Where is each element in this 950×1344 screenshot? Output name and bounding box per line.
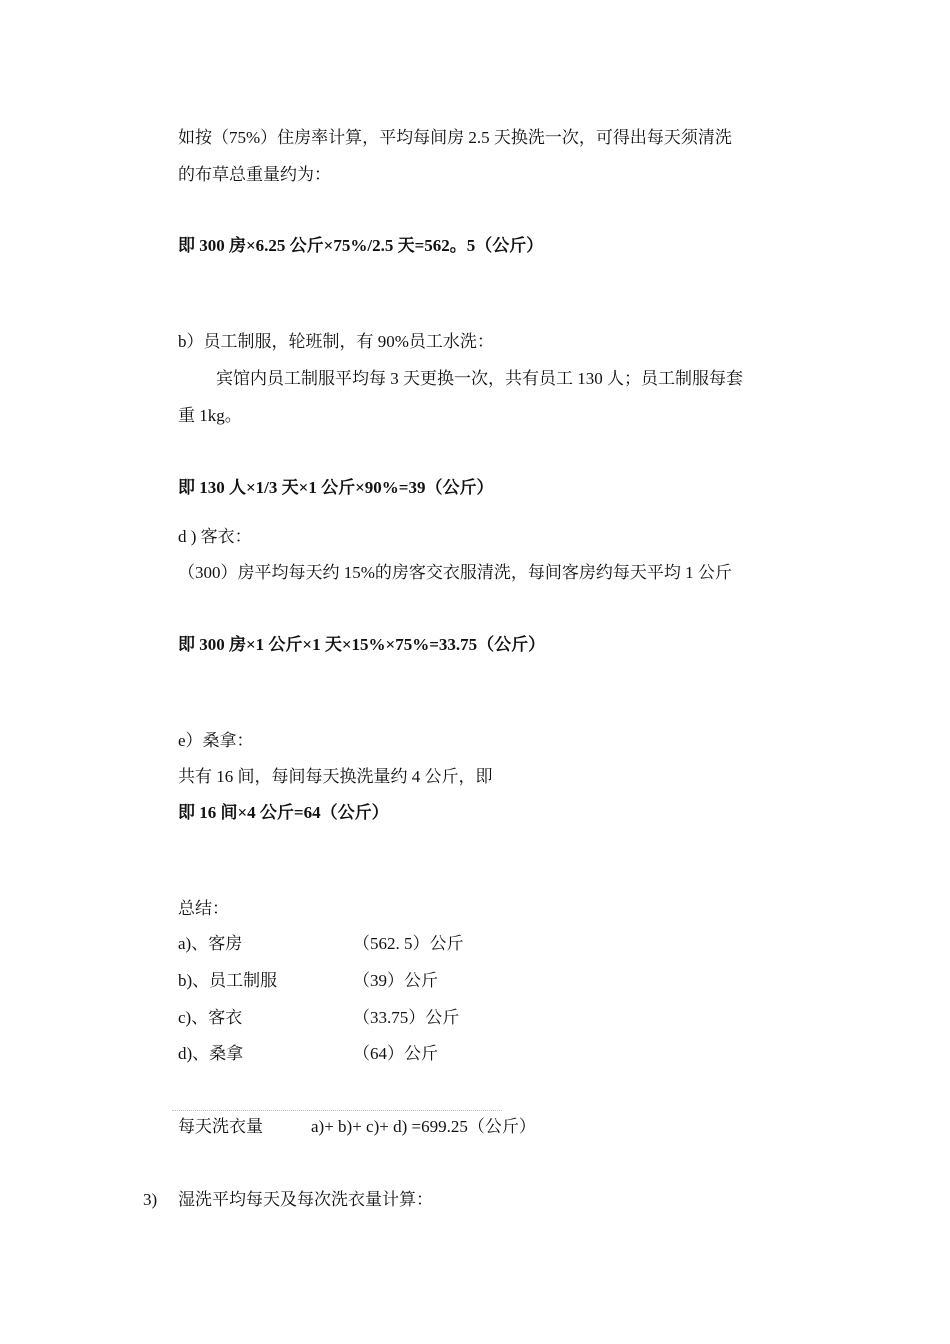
paragraph-text: 的布草总重量约为： <box>178 165 331 184</box>
formula-line: 即 300 房×1 公斤×1 天×15%×75%=33.75（公斤） <box>178 635 546 654</box>
summary-value: （39）公斤 <box>353 971 438 990</box>
formula-line: 即 300 房×6.25 公斤×75%/2.5 天=562。5（公斤） <box>178 236 544 255</box>
paragraph-text: 宾馆内员工制服平均每 3 天更换一次，共有员工 130 人；员工制服每套 <box>216 369 743 388</box>
summary-heading: 总结： <box>178 899 229 918</box>
section-heading: e）桑拿： <box>178 731 254 750</box>
summary-value: （33.75）公斤 <box>353 1008 460 1027</box>
section-heading: b）员工制服，轮班制，有 90%员工水洗： <box>178 332 494 351</box>
formula-line: 即 130 人×1/3 天×1 公斤×90%=39（公斤） <box>178 478 494 497</box>
dotted-divider <box>172 1110 502 1111</box>
paragraph-text: 如按（75%）住房率计算，平均每间房 2.5 天换洗一次，可得出每天须清洗 <box>178 128 732 147</box>
section-number: 3) <box>143 1190 158 1209</box>
section-title: 湿洗平均每天及每次洗衣量计算： <box>178 1190 433 1209</box>
summary-value: （562. 5）公斤 <box>353 934 464 953</box>
paragraph-text: 重 1kg。 <box>178 406 242 425</box>
summary-label: b)、员工制服 <box>178 971 278 990</box>
total-value: a)+ b)+ c)+ d) =699.25（公斤） <box>311 1117 536 1136</box>
paragraph-text: 共有 16 间，每间每天换洗量约 4 公斤，即 <box>178 767 493 786</box>
summary-value: （64）公斤 <box>353 1044 438 1063</box>
section-heading: d ) 客衣： <box>178 527 252 546</box>
formula-line: 即 16 间×4 公斤=64（公斤） <box>178 803 389 822</box>
paragraph-text: （300）房平均每天约 15%的房客交衣服清洗，每间客房约每天平均 1 公斤 <box>178 563 732 582</box>
summary-label: a)、客房 <box>178 934 243 953</box>
summary-label: d)、桑拿 <box>178 1044 244 1063</box>
total-label: 每天洗衣量 <box>178 1117 263 1136</box>
summary-label: c)、客衣 <box>178 1008 243 1027</box>
